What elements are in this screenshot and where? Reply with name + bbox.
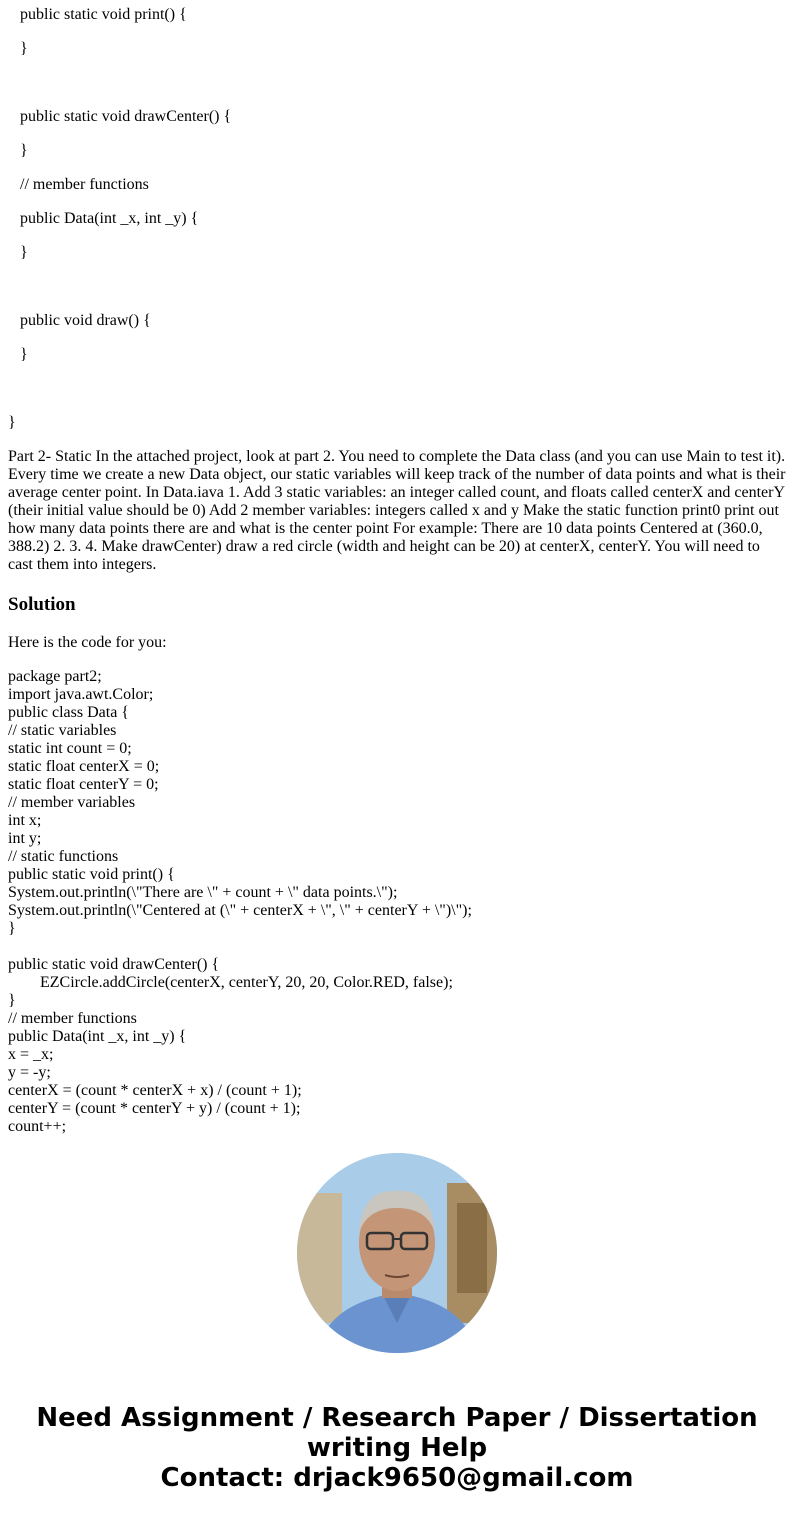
question-text: Part 2- Static In the attached project, look at part 2. You need to complete the Data class (and you can use Main to test it). Every time we create a new Data object, our static variables will keep track of the number of data points and what is their average center point. In Data.iava 1. Add 3 static variables: an integer called count, and floats called centerX and centerY (their initial value should be 0) Add 2 member variables: integers called x and y Make the static function print0 print out how many data points there are and what is the center point For example: There are 10 data points Centered at (360.0, 388.2) 2. 3. 4. Make drawCenter) draw a red circle (width and height can be 20) at centerX, centerY. You will need to cast them into integers. — [8, 448, 786, 573]
code-line: // member functions — [8, 1010, 137, 1027]
code-line: // member variables — [8, 794, 136, 811]
code-line: System.out.println(\"There are \" + count + \" data points.\"); — [8, 884, 398, 901]
code-line: y = -y; — [8, 1064, 51, 1081]
promo-footer — [0, 1403, 794, 1493]
code-line: static int count = 0; — [8, 740, 132, 757]
code-line: EZCircle.addCircle(centerX, centerY, 20, 20, Color.RED, false); — [8, 974, 453, 991]
solution-code — [8, 668, 472, 1136]
code-line: } — [8, 992, 16, 1009]
solution-intro: Here is the code for you: — [8, 634, 167, 651]
code-line: package part2; — [8, 668, 102, 685]
code-line: public class Data { — [8, 704, 129, 721]
solution-heading: Solution — [8, 594, 76, 615]
code-line: count++; — [8, 1118, 67, 1135]
code-line: } — [20, 244, 28, 261]
code-line: public static void drawCenter() { — [8, 956, 220, 973]
code-line: public void draw() { — [20, 312, 151, 329]
code-line: x = _x; — [8, 1046, 54, 1063]
code-line: public static void drawCenter() { — [20, 108, 232, 125]
code-line: } — [20, 40, 28, 57]
code-line: public static void print() { — [20, 6, 187, 23]
content-fade — [0, 1138, 794, 1144]
code-line: public Data(int _x, int _y) { — [8, 1028, 187, 1045]
footer-contact: Contact: drjack9650@gmail.com — [160, 1463, 634, 1493]
author-avatar — [297, 1153, 497, 1353]
code-line: } — [20, 142, 28, 159]
code-line: import java.awt.Color; — [8, 686, 154, 703]
code-line: int y; — [8, 830, 42, 847]
code-line: static float centerX = 0; — [8, 758, 160, 775]
code-line: int x; — [8, 812, 42, 829]
code-line: } — [8, 920, 16, 937]
footer-line: Need Assignment / Research Paper / Dissertation — [36, 1403, 758, 1433]
code-line: } — [8, 414, 16, 431]
code-line: System.out.println(\"Centered at (\" + centerX + \", \" + centerY + \")\"); — [8, 902, 472, 919]
code-line: centerY = (count * centerY + y) / (count + 1); — [8, 1100, 301, 1117]
code-line — [8, 938, 472, 956]
footer-line: writing Help — [306, 1433, 488, 1463]
code-line: // static variables — [8, 722, 117, 739]
code-line: static float centerY = 0; — [8, 776, 159, 793]
code-line: } — [20, 346, 28, 363]
code-line: // member functions — [20, 176, 149, 193]
code-line: public static void print() { — [8, 866, 175, 883]
code-line: // static functions — [8, 848, 119, 865]
code-line: public Data(int _x, int _y) { — [20, 210, 199, 227]
code-line: centerX = (count * centerX + x) / (count + 1); — [8, 1082, 302, 1099]
